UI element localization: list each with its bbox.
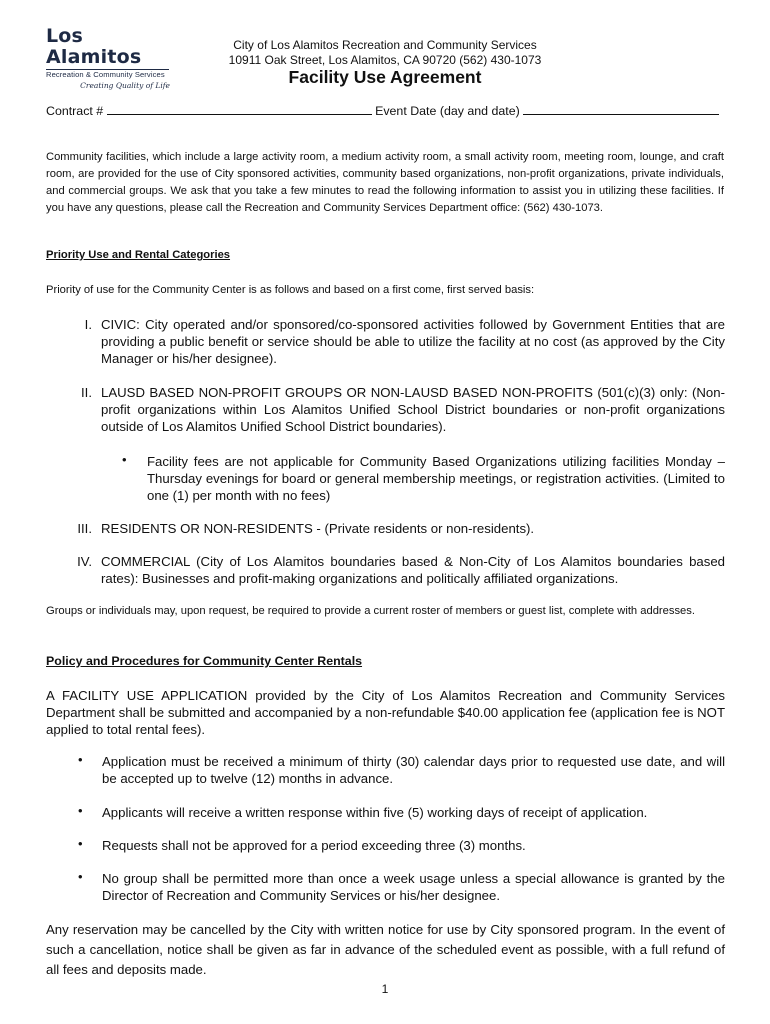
bullet-icon: • [122,452,127,467]
page-number: 1 [381,982,389,996]
policy-intro: A FACILITY USE APPLICATION provided by the City of Los Alamitos Recreation and Community Services Department shall be submitted and accompanied by a non-refundable $40.00 application fee (application fee is NOT applied to total rental fees). [46,688,725,737]
org-address: 10911 Oak Street, Los Alamitos, CA 90720 (562) 430-1073 [228,53,542,67]
priority-item-commercial: COMMERCIAL (City of Los Alamitos boundaries based & Non-City of Los Alamitos boundaries based rates): Businesses and profit-making organizations and politically affiliated organizations. [101,554,725,586]
policy-bullet: Applicants will receive a written response within five (5) working days of receipt of application. [102,805,648,820]
event-date-field[interactable] [523,103,719,115]
contract-label: Contract # [46,104,104,118]
logo-subtitle: Recreation & Community Services [46,70,165,79]
item-number: IV. [77,554,92,569]
bullet-icon: • [78,869,83,884]
priority-item-civic: CIVIC: City operated and/or sponsored/co-sponsored activities followed by Government Entities that are providing a public benefit or service should be able to utilize the facility at no cost (as approved by the City Manager or his/her designee). [101,317,725,366]
logo-tagline: Creating Quality of Life [80,81,170,90]
logo-name: Los Alamitos [46,25,142,68]
priority-item-nonprofit: LAUSD BASED NON-PROFIT GROUPS OR NON-LAUSD BASED NON-PROFITS (501(c)(3) only: (Non-profit organizations within Los Alamitos Unified School District boundaries or non-profit organizations outside of Los Alamitos Unified School District boundaries). [101,385,725,434]
priority-item-residents: RESIDENTS OR NON-RESIDENTS - (Private residents or non-residents). [101,521,535,536]
page-title: Facility Use Agreement [288,67,482,87]
policy-bullet: Requests shall not be approved for a period exceeding three (3) months. [102,838,526,853]
bullet-icon: • [78,836,83,851]
nonprofit-fee-note: Facility fees are not applicable for Community Based Organizations utilizing facilities Monday – Thursday evenings for board or general membership meetings, or registration activities. (Limited to one (1) per month with no fees) [147,454,725,503]
priority-intro: Priority of use for the Community Center is as follows and based on a first come, first served basis: [46,284,535,296]
contract-number-field[interactable] [107,103,372,115]
intro-paragraph: Community facilities, which include a large activity room, a medium activity room, a small activity room, meeting room, lounge, and craft room, are provided for the use of City sponsored activities, community based organizations, non-profit organizations, private individuals, and commercial groups. We ask that you take a few minutes to read the following information to assist you in utilizing these facilities. If you have any questions, please call the Recreation and Community Services Department office: (562) 430-1073. [46,151,724,214]
item-number: III. [77,521,92,536]
policy-bullet: No group shall be permitted more than once a week usage unless a special allowance is granted by the Director of Recreation and Community Services or his/her designee. [102,871,725,903]
bullet-icon: • [78,752,83,767]
policy-bullet: Application must be received a minimum of thirty (30) calendar days prior to requested use date, and will be accepted up to twelve (12) months in advance. [102,754,725,786]
item-number: I. [84,317,92,332]
policy-heading: Policy and Procedures for Community Center Rentals [46,654,363,668]
org-name: City of Los Alamitos Recreation and Community Services [233,38,537,52]
city-logo [46,26,176,92]
roster-note: Groups or individuals may, upon request, be required to provide a current roster of members or guest list, complete with addresses. [46,605,695,617]
priority-heading: Priority Use and Rental Categories [46,249,231,261]
item-number: II. [81,385,92,400]
letterhead [180,38,590,68]
contract-line [46,103,736,120]
event-date-label: Event Date (day and date) [375,104,520,118]
cancellation-paragraph: Any reservation may be cancelled by the City with written notice for use by City sponsored program. In the event of such a cancellation, notice shall be given as far in advance of the scheduled event as possible, with a full refund of all fees and deposits made. [46,922,725,977]
bullet-icon: • [78,803,83,818]
